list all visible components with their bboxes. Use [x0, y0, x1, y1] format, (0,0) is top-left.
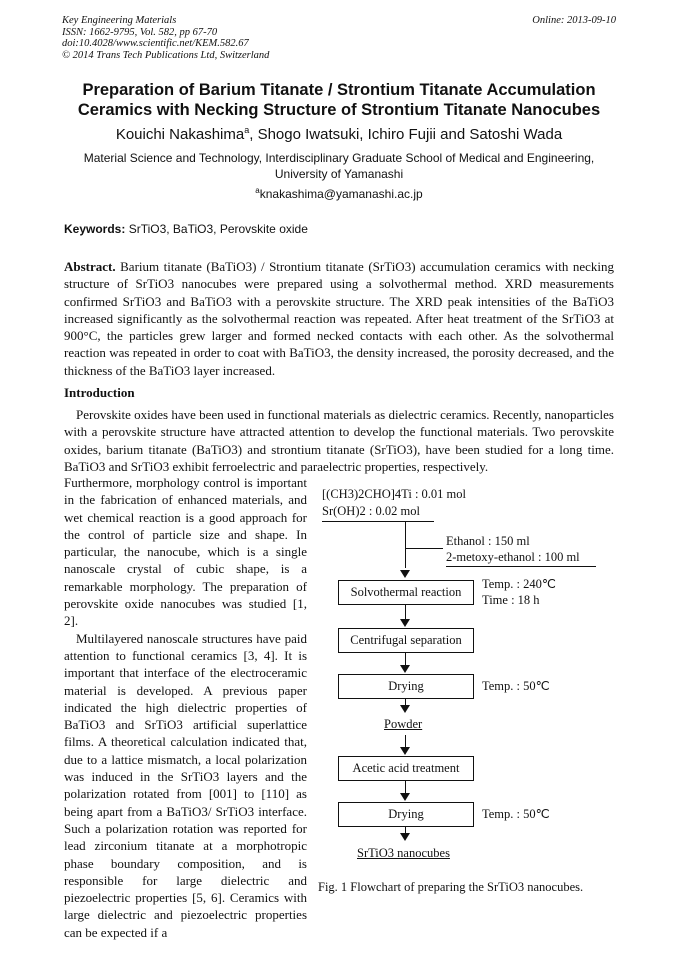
step-centrifugal-separation: Centrifugal separation	[338, 628, 474, 653]
intro-paragraph-3: Multilayered nanoscale structures have paid attention to functional ceramics [3, 4]. It is important that interface of the electroceramic material is developed. A previous paper indicated the high dielectric properties of BaTiO3 and SrTiO3 artificial superlattice films. A theoretical calculation indicated that, due to a lattice mismatch, a local polarization was induced in the SrTiO3 layers and the polarization rotated from [001] to [110] as being apart from a BaTiO3/ SrTiO3 interface. Such a polarization rotation was reported for lead zirconium titanate at a morphotropic phase boundary composition, and is responsible for large dielectric and piezoelectric properties [5, 6]. Ceramics with large dielectric and piezoelectric properties can be expected if a	[64, 630, 307, 940]
reagent-underline	[322, 521, 434, 522]
intro-left-column	[64, 474, 307, 941]
abstract	[64, 258, 614, 379]
flow-line-6	[405, 781, 406, 793]
solvent-branch	[405, 548, 443, 549]
keywords	[64, 222, 308, 236]
product-srtio3-nanocubes: SrTiO3 nanocubes	[357, 846, 450, 860]
reagent-2: Sr(OH)2 : 0.02 mol	[322, 504, 420, 518]
step-solvothermal-reaction: Solvothermal reaction	[338, 580, 474, 605]
arrow-3	[400, 665, 410, 673]
affiliation-line-2: University of Yamanashi	[274, 167, 404, 181]
solvent-underline	[446, 566, 596, 567]
flow-line-5	[405, 735, 406, 747]
solvent-2: 2-metoxy-ethanol : 100 ml	[446, 550, 580, 564]
author-1: Kouichi Nakashima	[115, 126, 245, 143]
email-address[interactable]: knakashima@yamanashi.ac.jp	[259, 187, 423, 201]
affiliation-line-1: Material Science and Technology, Interdisciplinary Graduate School of Medical and Engineering,	[83, 151, 595, 165]
reagent-1: [(CH3)2CHO]4Ti : 0.01 mol	[322, 487, 466, 501]
arrow-4	[400, 705, 410, 713]
other-authors: , Shogo Iwatsuki, Ichiro Fujii and Satoshi Wada	[249, 126, 563, 143]
step-drying-2: Drying	[338, 802, 474, 827]
title-line-1: Preparation of Barium Titanate / Strontium Titanate Accumulation	[82, 81, 596, 99]
arrow-7	[400, 833, 410, 841]
keywords-text: SrTiO3, BaTiO3, Perovskite oxide	[128, 222, 308, 236]
flow-line-1	[405, 522, 406, 568]
doi: doi:10.4028/www.scientific.net/KEM.582.67	[62, 38, 249, 49]
author-1-sup: a	[244, 125, 250, 135]
step1-time: Time : 18 h	[482, 593, 540, 607]
step-drying-1: Drying	[338, 674, 474, 699]
paper-title	[50, 80, 628, 120]
title-line-2: Ceramics with Necking Structure of Strontium Titanate Nanocubes	[77, 101, 601, 119]
issn: ISSN: 1662-9795, Vol. 582, pp 67-70	[62, 26, 218, 38]
arrow-6	[400, 793, 410, 801]
abstract-text: Barium titanate (BaTiO3) / Strontium titanate (SrTiO3) accumulation ceramics with necking structure of SrTiO3 nanocubes were prepared using a solvothermal method. XRD measurements confirmed SrTiO3 and BaTiO3 with a perovskite structure. The XRD peak intensities of the BaTiO3 increased significantly as the solvothermal reaction was repeated. After heat treatment of the SrTiO3 at 900°C, the particles grew larger and formed necked contacts with each other. As the solvothermal reaction was repeated in order to coat with BaTiO3, the density increased, the porosity decreased, and the thickness of the BaTiO3 layer increased.	[64, 259, 614, 378]
product-powder: Powder	[384, 717, 423, 731]
flow-line-2	[405, 605, 406, 619]
arrow-1	[400, 570, 410, 578]
email-sup: a	[255, 186, 260, 195]
journal-name: Key Engineering Materials	[62, 15, 177, 26]
arrow-2	[400, 619, 410, 627]
abstract-label: Abstract.	[64, 259, 116, 274]
step-acetic-acid-treatment: Acetic acid treatment	[338, 756, 474, 781]
intro-paragraph-2: Furthermore, morphology control is important in the fabrication of enhanced materials, and wet chemical reaction is a good approach for the control of particle size and shape. In particular, the nanocube, which is a single nanoscale crystal of cubic shape, is a remarkable morphology. The preparation of perovskite oxide nanocubes was studied [1, 2].	[64, 475, 307, 629]
step1-temp: Temp. : 240℃	[482, 577, 556, 591]
intro-heading: Introduction	[64, 385, 135, 400]
online-date: Online: 2013-09-10	[532, 15, 616, 26]
email	[50, 186, 628, 201]
intro-paragraph-1: Perovskite oxides have been used in functional materials as dielectric ceramics. Recently, nanoparticles with a perovskite structure have attracted attention to develop the functional materials. Two perovskite oxides, barium titanate (BaTiO3) and strontium titanate (SrTiO3), have been studied for a long time. BaTiO3 and SrTiO3 exhibit ferroelectric and paraelectric properties, respectively.	[64, 407, 614, 474]
arrow-5	[400, 747, 410, 755]
affiliation	[50, 150, 628, 182]
journal-header	[62, 15, 269, 61]
figure-caption: Fig. 1 Flowchart of preparing the SrTiO3 nanocubes.	[318, 880, 584, 894]
flow-line-3	[405, 653, 406, 665]
copyright: © 2014 Trans Tech Publications Ltd, Switzerland	[62, 49, 270, 61]
keywords-label: Keywords:	[64, 222, 126, 236]
solvent-1: Ethanol : 150 ml	[446, 534, 530, 548]
step3-temp: Temp. : 50℃	[482, 679, 550, 693]
step5-temp: Temp. : 50℃	[482, 807, 550, 821]
authors	[40, 125, 638, 143]
